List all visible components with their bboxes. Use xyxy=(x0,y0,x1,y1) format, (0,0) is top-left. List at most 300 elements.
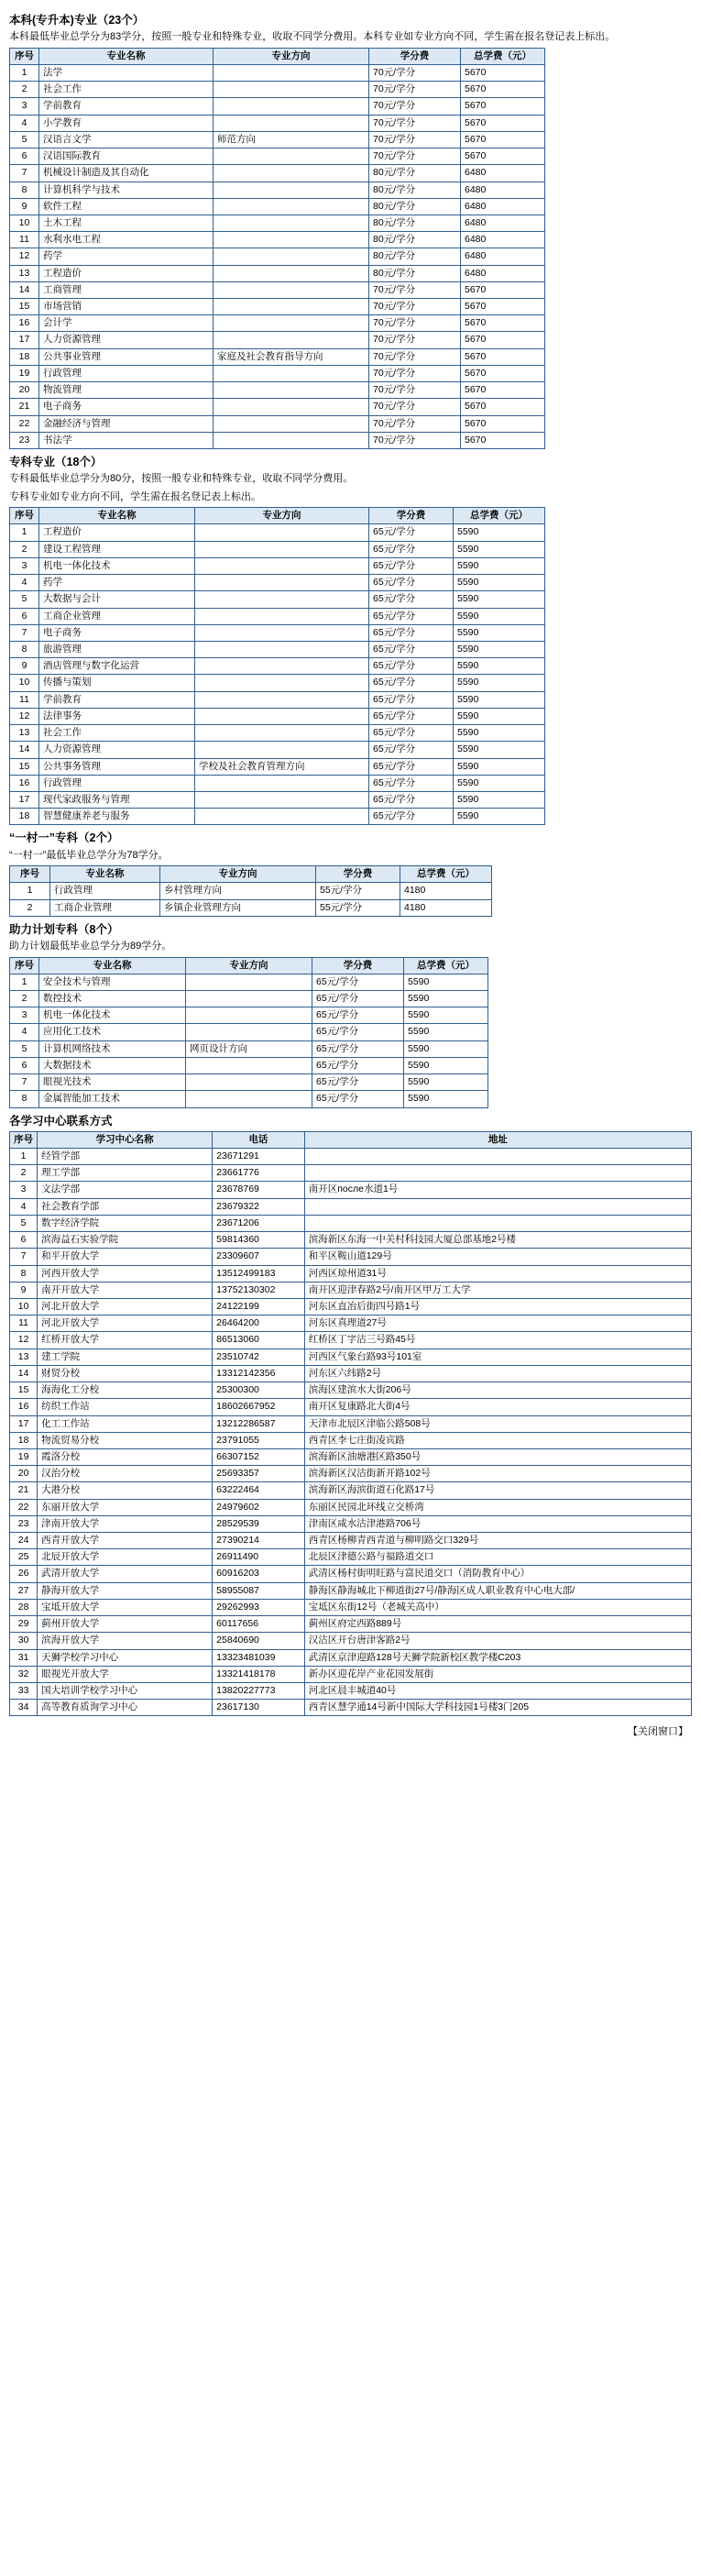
cell: 65元/学分 xyxy=(369,608,454,624)
cell: 65元/学分 xyxy=(312,1040,404,1057)
table-row xyxy=(10,524,545,541)
cell xyxy=(195,575,369,591)
cell: 5670 xyxy=(461,131,545,148)
cell: 机电一体化技术 xyxy=(39,557,195,574)
cell: 27 xyxy=(10,1582,38,1599)
cell: 27390214 xyxy=(213,1533,305,1549)
table-row xyxy=(10,1298,692,1315)
cell: 工商管理 xyxy=(39,281,214,298)
col-credit-fee: 学分费 xyxy=(316,866,400,883)
cell: 药学 xyxy=(39,575,195,591)
cell: 12 xyxy=(10,708,39,724)
undergrad-table xyxy=(9,48,545,449)
cell xyxy=(304,1198,691,1215)
cell xyxy=(195,541,369,557)
col-address: 地址 xyxy=(304,1131,691,1148)
cell: 5670 xyxy=(461,348,545,365)
cell: 滨海区建滨水大街206号 xyxy=(304,1382,691,1399)
cell: 30 xyxy=(10,1633,38,1649)
cell: 5590 xyxy=(454,524,545,541)
cell: 6 xyxy=(10,149,39,165)
cell: 师范方向 xyxy=(214,131,369,148)
cell: 北辰开放大学 xyxy=(38,1549,213,1566)
cell: 5670 xyxy=(461,382,545,399)
table-row xyxy=(10,1365,692,1382)
cell: 6 xyxy=(10,1057,39,1073)
cell: 10 xyxy=(10,1298,38,1315)
cell: 1 xyxy=(10,883,50,899)
cell: 70元/学分 xyxy=(369,332,461,348)
cell: 5590 xyxy=(454,575,545,591)
cell: 5670 xyxy=(461,115,545,131)
cell: 80元/学分 xyxy=(369,215,461,231)
cell: 5590 xyxy=(454,658,545,675)
cell: 文法学部 xyxy=(38,1182,213,1198)
table-row xyxy=(10,299,545,315)
cell: 13752130302 xyxy=(213,1282,305,1298)
cell xyxy=(186,1024,312,1040)
footer-bar xyxy=(9,1725,692,1740)
table-row xyxy=(10,1666,692,1682)
cell: 65元/学分 xyxy=(369,624,454,641)
cell: 学校及社会教育管理方向 xyxy=(195,758,369,775)
cell: 计算机科学与技术 xyxy=(39,182,214,198)
onevillage-table-body xyxy=(10,883,492,916)
table-header-row xyxy=(10,957,488,974)
cell xyxy=(214,82,369,98)
cell: 法律事务 xyxy=(39,708,195,724)
cell: 滨海开放大学 xyxy=(38,1633,213,1649)
cell: 宝坻区东街12号（老城关高中） xyxy=(304,1599,691,1615)
cell: 23661776 xyxy=(213,1165,305,1182)
cell: 13820227773 xyxy=(213,1683,305,1700)
cell: 9 xyxy=(10,658,39,675)
cell: 8 xyxy=(10,1265,38,1282)
cell: 63222464 xyxy=(213,1482,305,1499)
table-row xyxy=(10,182,545,198)
cell: 65元/学分 xyxy=(369,591,454,608)
table-row xyxy=(10,1040,488,1057)
cell: 5670 xyxy=(461,281,545,298)
cell: 65元/学分 xyxy=(369,775,454,791)
cell: 5670 xyxy=(461,149,545,165)
undergrad-note: 本科最低毕业总学分为83学分，按照一般专业和特殊专业，收取不同学分费用。本科专业如专业方向不同，学生需在报名登记表上标出。 xyxy=(9,31,616,43)
table-row xyxy=(10,215,545,231)
cell: 静海开放大学 xyxy=(38,1582,213,1599)
cell: 65元/学分 xyxy=(369,809,454,825)
cell: 15 xyxy=(10,758,39,775)
cell: 行政管理 xyxy=(39,365,214,381)
cell: 5590 xyxy=(454,725,545,742)
cell: 家庭及社会教育指导方向 xyxy=(214,348,369,365)
cell: 8 xyxy=(10,642,39,658)
table-row xyxy=(10,1149,692,1165)
assist-table xyxy=(9,957,488,1108)
cell: 11 xyxy=(10,1316,38,1332)
cell xyxy=(214,64,369,81)
table-row xyxy=(10,115,545,131)
cell: 65元/学分 xyxy=(312,1074,404,1091)
table-row xyxy=(10,1482,692,1499)
cell: 13312142356 xyxy=(213,1365,305,1382)
cell xyxy=(214,281,369,298)
cell: 津南区咸水沽津港路706号 xyxy=(304,1515,691,1532)
cell: 5670 xyxy=(461,64,545,81)
cell: 24 xyxy=(10,1533,38,1549)
table-row xyxy=(10,348,545,365)
cell xyxy=(214,265,369,281)
col-seq: 序号 xyxy=(10,866,50,883)
cell: 23678769 xyxy=(213,1182,305,1198)
assist-note: 助力计划最低毕业总学分为89学分。 xyxy=(9,941,172,952)
cell: 65元/学分 xyxy=(312,1091,404,1107)
cell: 28 xyxy=(10,1599,38,1615)
cell: 1 xyxy=(10,64,39,81)
cell: 6480 xyxy=(461,248,545,265)
cell: 东丽区民园北环线立交桥湾 xyxy=(304,1499,691,1515)
cell: 31 xyxy=(10,1649,38,1666)
cell: 65元/学分 xyxy=(312,1007,404,1024)
cell: 20 xyxy=(10,382,39,399)
cell: 新办区迎花岸产业花园发展街 xyxy=(304,1666,691,1682)
table-row xyxy=(10,974,488,990)
cell: 大港分校 xyxy=(38,1482,213,1499)
cell: 1 xyxy=(10,524,39,541)
cell: 86513060 xyxy=(213,1332,305,1349)
cell: 18 xyxy=(10,1432,38,1448)
cell: 5670 xyxy=(461,415,545,432)
table-row xyxy=(10,1316,692,1332)
cell: 8 xyxy=(10,1091,39,1107)
table-row xyxy=(10,232,545,248)
cell: 65元/学分 xyxy=(369,642,454,658)
cell: 70元/学分 xyxy=(369,82,461,98)
cell: 23 xyxy=(10,1515,38,1532)
table-row xyxy=(10,149,545,165)
cell: 9 xyxy=(10,198,39,215)
table-row xyxy=(10,1399,692,1415)
cell: 智慧健康养老与服务 xyxy=(39,809,195,825)
cell: 55元/学分 xyxy=(316,899,400,916)
cell: 武清开放大学 xyxy=(38,1566,213,1582)
table-row xyxy=(10,1057,488,1073)
table-row xyxy=(10,809,545,825)
cell: 数字经济学院 xyxy=(38,1215,213,1231)
cell: 学前教育 xyxy=(39,98,214,115)
cell: 80元/学分 xyxy=(369,182,461,198)
cell: 武清区杨村街明旺路与富民道交口（消防教育中心） xyxy=(304,1566,691,1582)
cell: 红桥区丁字沽三号路45号 xyxy=(304,1332,691,1349)
cell xyxy=(195,691,369,708)
cell: 南开开放大学 xyxy=(38,1282,213,1298)
table-row xyxy=(10,281,545,298)
cell xyxy=(195,557,369,574)
cell: 13 xyxy=(10,265,39,281)
cell: 5590 xyxy=(454,708,545,724)
cell: 5590 xyxy=(454,591,545,608)
cell xyxy=(195,642,369,658)
table-header-row xyxy=(10,508,545,524)
cell: 金属智能加工技术 xyxy=(39,1091,186,1107)
undergrad-table-body xyxy=(10,64,545,448)
table-row xyxy=(10,165,545,182)
cell: 纺织工作站 xyxy=(38,1399,213,1415)
cell: 28529539 xyxy=(213,1515,305,1532)
cell: 2 xyxy=(10,541,39,557)
table-row xyxy=(10,642,545,658)
cell: 23791055 xyxy=(213,1432,305,1448)
cell xyxy=(186,974,312,990)
cell: 静海区静海城北下柳道街27号/静海区成人职业教育中心电大部/ xyxy=(304,1582,691,1599)
table-row xyxy=(10,82,545,98)
cell: 65元/学分 xyxy=(312,991,404,1007)
cell xyxy=(214,115,369,131)
cell: 70元/学分 xyxy=(369,115,461,131)
cell xyxy=(214,149,369,165)
table-row xyxy=(10,1633,692,1649)
junior-note-2: 专科专业如专业方向不同，学生需在报名登记表上标出。 xyxy=(9,490,261,502)
cell: 应用化工技术 xyxy=(39,1024,186,1040)
table-row xyxy=(10,415,545,432)
cell: 5590 xyxy=(404,1007,488,1024)
cell: 理工学部 xyxy=(38,1165,213,1182)
table-row xyxy=(10,248,545,265)
cell: 汉治分校 xyxy=(38,1466,213,1482)
table-row xyxy=(10,1616,692,1633)
table-row xyxy=(10,332,545,348)
cell: 21 xyxy=(10,399,39,415)
cell xyxy=(214,382,369,399)
cell: 6480 xyxy=(461,165,545,182)
cell: 6480 xyxy=(461,198,545,215)
col-credit-fee: 学分费 xyxy=(369,48,461,64)
col-direction: 专业方向 xyxy=(195,508,369,524)
cell: 5670 xyxy=(461,299,545,315)
cell: 65元/学分 xyxy=(369,557,454,574)
cell: 4 xyxy=(10,575,39,591)
table-row xyxy=(10,315,545,332)
cell: 5590 xyxy=(454,541,545,557)
table-row xyxy=(10,1091,488,1107)
col-seq: 序号 xyxy=(10,957,39,974)
table-row xyxy=(10,1198,692,1215)
close-window-link[interactable]: 【关闭窗口】 xyxy=(628,1726,688,1738)
cell: 工商企业管理 xyxy=(50,899,160,916)
cell: 汉语国际教育 xyxy=(39,149,214,165)
table-header-row xyxy=(10,866,492,883)
cell: 财贸分校 xyxy=(38,1365,213,1382)
cell: 23309607 xyxy=(213,1249,305,1265)
cell: 4 xyxy=(10,115,39,131)
cell: 29262993 xyxy=(213,1599,305,1615)
assist-table-body xyxy=(10,974,488,1107)
cell: 65元/学分 xyxy=(369,708,454,724)
cell: 5590 xyxy=(404,1091,488,1107)
cell xyxy=(214,299,369,315)
cell: 海海化工分校 xyxy=(38,1382,213,1399)
cell xyxy=(214,415,369,432)
cell xyxy=(186,991,312,1007)
table-row xyxy=(10,899,492,916)
cell: 小学教育 xyxy=(39,115,214,131)
cell: 水利水电工程 xyxy=(39,232,214,248)
cell: 60916203 xyxy=(213,1566,305,1582)
cell: 5590 xyxy=(454,775,545,791)
cell: 8 xyxy=(10,182,39,198)
cell: 5 xyxy=(10,591,39,608)
col-seq: 序号 xyxy=(10,1131,38,1148)
table-row xyxy=(10,557,545,574)
cell: 65元/学分 xyxy=(369,758,454,775)
assist-section-title: 助力计划专科（8个） xyxy=(9,922,119,936)
cell: 行政管理 xyxy=(39,775,195,791)
cell xyxy=(186,1057,312,1073)
cell: 滨海新区东海一中关村科技园大厦总部基地2号楼 xyxy=(304,1232,691,1249)
cell: 15 xyxy=(10,1382,38,1399)
cell: 河东区真理道27号 xyxy=(304,1316,691,1332)
cell: 酒店管理与数字化运营 xyxy=(39,658,195,675)
cell: 65元/学分 xyxy=(369,524,454,541)
cell: 19 xyxy=(10,1448,38,1465)
cell: 5 xyxy=(10,131,39,148)
cell xyxy=(214,165,369,182)
cell: 32 xyxy=(10,1666,38,1682)
cell: 3 xyxy=(10,557,39,574)
table-row xyxy=(10,1332,692,1349)
col-major: 专业名称 xyxy=(39,508,195,524)
table-row xyxy=(10,883,492,899)
cell: 5590 xyxy=(404,974,488,990)
cell: 6480 xyxy=(461,182,545,198)
cell: 眼视光技术 xyxy=(39,1074,186,1091)
cell: 23679322 xyxy=(213,1198,305,1215)
cell: 14 xyxy=(10,1365,38,1382)
junior-table xyxy=(9,507,545,825)
cell: 25693357 xyxy=(213,1466,305,1482)
cell: 7 xyxy=(10,165,39,182)
table-row xyxy=(10,1215,692,1231)
cell: 15 xyxy=(10,299,39,315)
cell: 大数据与会计 xyxy=(39,591,195,608)
cell: 5670 xyxy=(461,82,545,98)
cell: 天狮学校学习中心 xyxy=(38,1649,213,1666)
cell: 11 xyxy=(10,232,39,248)
cell: 西青区杨柳青西青道与柳明路交口329号 xyxy=(304,1533,691,1549)
table-row xyxy=(10,775,545,791)
cell: 4180 xyxy=(400,899,492,916)
cell: 5670 xyxy=(461,432,545,448)
table-row xyxy=(10,1448,692,1465)
table-row xyxy=(10,708,545,724)
table-row xyxy=(10,1232,692,1249)
cell: 23671206 xyxy=(213,1215,305,1231)
cell: 5670 xyxy=(461,332,545,348)
cell: 5590 xyxy=(454,791,545,808)
cell: 16 xyxy=(10,775,39,791)
cell: 65元/学分 xyxy=(369,691,454,708)
cell: 滨海新区汉沽街新开路102号 xyxy=(304,1466,691,1482)
cell: 5590 xyxy=(454,642,545,658)
cell xyxy=(186,1074,312,1091)
cell: 宝坻开放大学 xyxy=(38,1599,213,1615)
cell: 65元/学分 xyxy=(369,725,454,742)
table-row xyxy=(10,658,545,675)
cell: 金融经济与管理 xyxy=(39,415,214,432)
table-row xyxy=(10,1499,692,1515)
cell: 社会工作 xyxy=(39,82,214,98)
cell: 津南开放大学 xyxy=(38,1515,213,1532)
cell: 安全技术与管理 xyxy=(39,974,186,990)
cell: 16 xyxy=(10,1399,38,1415)
cell xyxy=(195,775,369,791)
cell: 西青区李七庄街凌宾路 xyxy=(304,1432,691,1448)
col-direction: 专业方向 xyxy=(160,866,316,883)
cell: 5590 xyxy=(404,1057,488,1073)
cell: 3 xyxy=(10,1182,38,1198)
cell: 13 xyxy=(10,725,39,742)
cell: 物流管理 xyxy=(39,382,214,399)
cell: 66307152 xyxy=(213,1448,305,1465)
cell: 18 xyxy=(10,348,39,365)
cell: 5670 xyxy=(461,98,545,115)
table-row xyxy=(10,1515,692,1532)
cell: 社会教育学部 xyxy=(38,1198,213,1215)
onevillage-note: “一村一”最低毕业总学分为78学分。 xyxy=(9,849,169,861)
cell xyxy=(214,432,369,448)
col-credit-fee: 学分费 xyxy=(369,508,454,524)
cell: 25300300 xyxy=(213,1382,305,1399)
table-header-row xyxy=(10,1131,692,1148)
table-row xyxy=(10,365,545,381)
table-row xyxy=(10,1165,692,1182)
table-row xyxy=(10,541,545,557)
cell: 网页设计方向 xyxy=(186,1040,312,1057)
col-seq: 序号 xyxy=(10,48,39,64)
col-total-fee: 总学费（元） xyxy=(454,508,545,524)
cell: 6 xyxy=(10,1232,38,1249)
cell: 18602667952 xyxy=(213,1399,305,1415)
cell: 25 xyxy=(10,1549,38,1566)
cell: 高等教育质询学习中心 xyxy=(38,1700,213,1716)
cell: 23617130 xyxy=(213,1700,305,1716)
col-center-name: 学习中心名称 xyxy=(38,1131,213,1148)
cell: 5590 xyxy=(454,675,545,691)
cell: 5590 xyxy=(454,608,545,624)
cell: 80元/学分 xyxy=(369,165,461,182)
cell: 5590 xyxy=(404,1024,488,1040)
cell xyxy=(214,98,369,115)
cell: 河西区琼州道31号 xyxy=(304,1265,691,1282)
cell xyxy=(304,1149,691,1165)
cell xyxy=(214,399,369,415)
cell: 旅游管理 xyxy=(39,642,195,658)
cell xyxy=(214,182,369,198)
cell: 70元/学分 xyxy=(369,432,461,448)
onevillage-section-title: “一村一”专科（2个） xyxy=(9,831,119,845)
cell xyxy=(195,742,369,758)
cell: 65元/学分 xyxy=(312,1057,404,1073)
cell: 6480 xyxy=(461,265,545,281)
table-row xyxy=(10,131,545,148)
cell: 70元/学分 xyxy=(369,98,461,115)
table-row xyxy=(10,691,545,708)
table-row xyxy=(10,1074,488,1091)
cell xyxy=(214,248,369,265)
centers-table xyxy=(9,1131,692,1717)
cell: 3 xyxy=(10,1007,39,1024)
col-direction: 专业方向 xyxy=(214,48,369,64)
cell: 18 xyxy=(10,809,39,825)
